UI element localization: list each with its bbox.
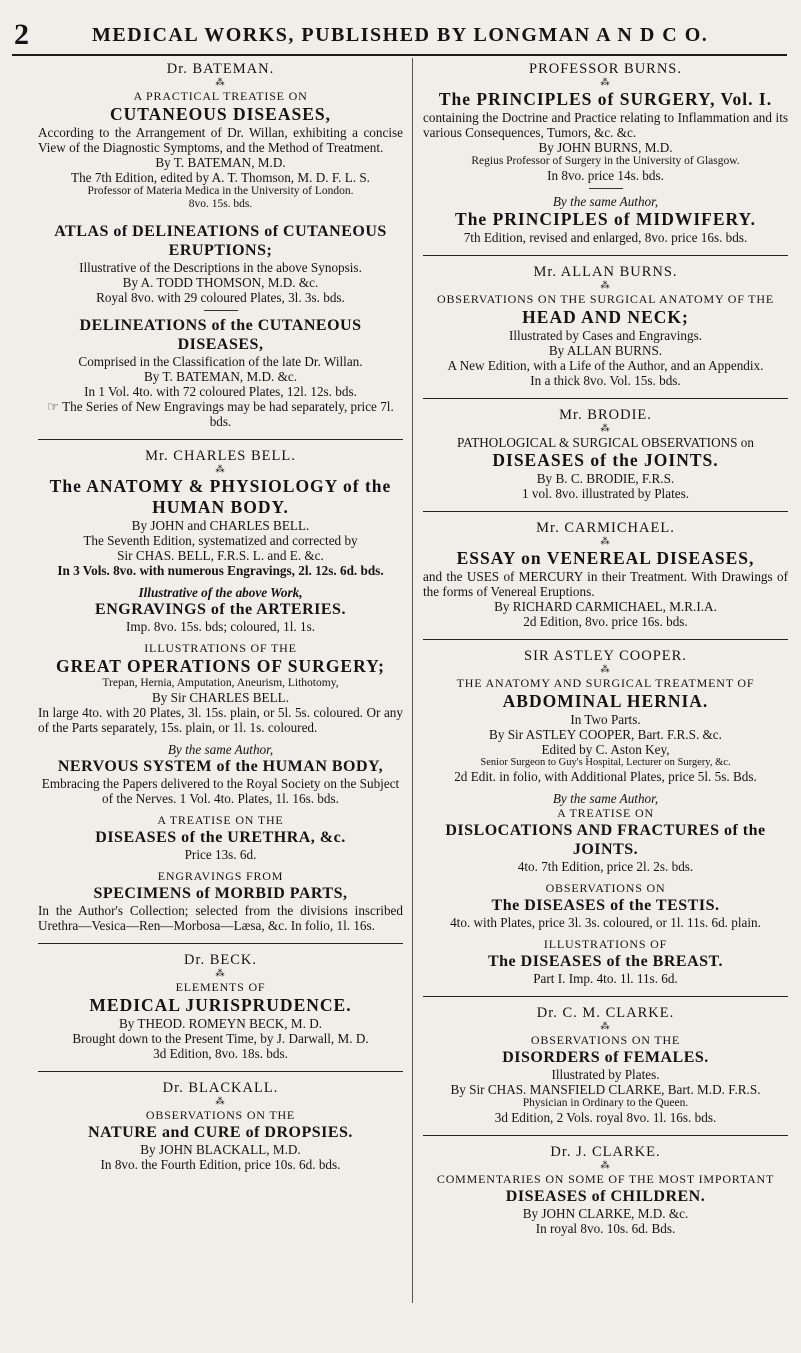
price: 2d Edition, 8vo. price 16s. bds. (523, 614, 688, 629)
subheading: Illustrative of the above Work, (138, 585, 303, 600)
book-title: CUTANEOUS DISEASES, (110, 104, 331, 124)
byline: By JOHN BLACKALL, M.D. (140, 1142, 301, 1157)
byline: By B. C. BRODIE, F.R.S. (536, 471, 675, 486)
title-line: OBSERVATIONS ON THE (530, 1033, 681, 1047)
book-title: The DISEASES of the TESTIS. (491, 897, 720, 914)
parts: In Two Parts. (570, 712, 641, 727)
description: According to the Arrangement of Dr. Willan, exhibiting a concise View of the Diagnostic Symptoms, and the Method of Treatment. (38, 125, 403, 155)
byline: By ALLAN BURNS. (548, 343, 663, 358)
edition-line: The Seventh Edition, systematized and corrected by (83, 533, 358, 548)
section-rule (423, 996, 788, 997)
byline: By T. BATEMAN, M.D. (155, 155, 286, 170)
entry-allan-burns (423, 265, 788, 388)
ornament: ⁂ (215, 1096, 226, 1106)
price: Imp. 8vo. 15s. bds; coloured, 1l. 1s. (125, 619, 315, 634)
page-number: 2 (14, 18, 29, 51)
book-title: The DISEASES of the BREAST. (487, 953, 724, 970)
byline: By Sir CHAS. MANSFIELD CLARKE, Bart. M.D. F.R.S. (450, 1082, 761, 1097)
author-heading: Dr. C. M. CLARKE. (536, 1005, 675, 1021)
price: In large 4to. with 20 Plates, 3l. 15s. plain, or 5l. 5s. coloured. Or any of the Parts separately, 15s. plain, or 1l. 1s. coloured. (38, 705, 403, 735)
description: and the USES of MERCURY in their Treatment. With Drawings of the forms of Venereal Eruptions. (423, 569, 788, 599)
title-line: OBSERVATIONS ON (545, 881, 666, 895)
book-title: ABDOMINAL HERNIA. (502, 691, 709, 711)
book-title: GREAT OPERATIONS OF SURGERY; (56, 656, 385, 676)
left-column (38, 58, 403, 1172)
ornament: ⁂ (600, 280, 611, 290)
column-divider (412, 58, 413, 1303)
book-title: DISEASES of the JOINTS. (492, 450, 719, 470)
author-heading: Dr. J. CLARKE. (550, 1144, 661, 1160)
byline: By JOHN CLARKE, M.D. &c. (522, 1206, 689, 1221)
byline: By JOHN and CHARLES BELL. (131, 518, 310, 533)
short-rule (589, 188, 623, 189)
book-title: The ANATOMY & PHYSIOLOGY of the HUMAN BODY. (49, 476, 392, 517)
title-line: ILLUSTRATIONS OF (543, 937, 668, 951)
section-rule (38, 943, 403, 944)
subjects: Trepan, Hernia, Amputation, Aneurism, Lithotomy, (102, 677, 339, 689)
author-heading: Dr. BATEMAN. (166, 61, 275, 77)
price: 2d Edit. in folio, with Additional Plates, price 5l. 5s. Bds. (454, 769, 757, 784)
author-heading: PROFESSOR BURNS. (529, 61, 682, 77)
price: In 3 Vols. 8vo. with numerous Engravings, 2l. 12s. 6d. bds. (57, 563, 384, 578)
title-line: ENGRAVINGS FROM (157, 869, 284, 883)
section-rule (423, 511, 788, 512)
price: 4to. with Plates, price 3l. 3s. coloured, or 1l. 11s. 6d. plain. (450, 915, 761, 930)
book-title: MEDICAL JURISPRUDENCE. (89, 995, 352, 1015)
description: containing the Doctrine and Practice relating to Inflammation and its various Consequences, Tumors, &c. &c. (423, 110, 788, 140)
title-line: ILLUSTRATIONS OF THE (144, 641, 297, 655)
section-rule (38, 439, 403, 440)
price: In 8vo. price 14s. bds. (547, 168, 664, 183)
entry-cm-clarke (423, 1006, 788, 1125)
ornament: ⁂ (600, 1021, 611, 1031)
description: Illustrated by Cases and Engravings. (508, 328, 702, 343)
book-title: SPECIMENS of MORBID PARTS, (93, 885, 348, 902)
title-line: A TREATISE ON THE (157, 813, 284, 827)
section-rule (423, 639, 788, 640)
book-title: DISLOCATIONS AND FRACTURES of the JOINTS. (445, 822, 766, 858)
entry-j-clarke (423, 1145, 788, 1236)
ornament: ⁂ (215, 77, 226, 87)
description: Comprised in the Classification of the late Dr. Willan. (78, 354, 363, 369)
price: 4to. 7th Edition, price 2l. 2s. bds. (517, 859, 694, 874)
edition-line: The 7th Edition, edited by A. T. Thomson, M. D. F. L. S. (71, 170, 370, 185)
section-rule (423, 1135, 788, 1136)
byline: By T. BATEMAN, M.D. &c. (144, 369, 297, 384)
right-column (423, 58, 788, 1236)
book-title: DISEASES of CHILDREN. (505, 1188, 706, 1205)
subheading: By the same Author, (167, 742, 274, 757)
entry-bell (38, 449, 403, 933)
byline: By A. TODD THOMSON, M.D. &c. (122, 275, 319, 290)
running-head: MEDICAL WORKS, PUBLISHED BY LONGMAN A N D C O. (92, 24, 709, 46)
title-line: A PRACTICAL TREATISE ON (133, 89, 308, 103)
section-rule (423, 398, 788, 399)
book-title: DELINEATIONS of the CUTANEOUS DISEASES, (79, 317, 362, 353)
entry-brodie (423, 408, 788, 501)
ornament: ⁂ (600, 536, 611, 546)
byline: By JOHN BURNS, M.D. (538, 140, 673, 155)
price: 3d Edition, 2 Vols. royal 8vo. 1l. 16s. bds. (494, 1110, 717, 1125)
author-heading: Mr. ALLAN BURNS. (533, 264, 678, 280)
short-rule (204, 310, 238, 311)
book-title: DISORDERS of FEMALES. (502, 1049, 709, 1066)
author-heading: Mr. CARMICHAEL. (536, 520, 675, 536)
page-header (0, 18, 801, 54)
description: Embracing the Papers delivered to the Royal Society on the Subject of the Nerves. 1 Vol. 4to. Plates, 1l. 16s. bds. (41, 776, 400, 806)
editor: Sir CHAS. BELL, F.R.S. L. and E. &c. (117, 548, 324, 563)
ornament: ⁂ (215, 464, 226, 474)
ornament: ⁂ (600, 1160, 611, 1170)
book-title: ESSAY on VENEREAL DISEASES, (456, 548, 755, 568)
author-heading: Mr. BRODIE. (559, 407, 652, 423)
price: 1 vol. 8vo. illustrated by Plates. (521, 486, 690, 501)
book-title: DISEASES of the URETHRA, &c. (95, 829, 346, 846)
book-title: NERVOUS SYSTEM of the HUMAN BODY, (57, 758, 384, 775)
byline: By THEOD. ROMEYN BECK, M. D. (118, 1016, 323, 1031)
entry-carmichael (423, 521, 788, 629)
author-heading: Dr. BLACKALL. (162, 1080, 279, 1096)
price: 3d Edition, 8vo. 18s. bds. (153, 1046, 288, 1061)
editor: Edited by C. Aston Key, (541, 742, 670, 757)
title-line: A TREATISE ON (557, 806, 654, 820)
description: In the Author's Collection; selected from the divisions inscribed Urethra—Vesica—Ren—Morbosa—Læsa, &c. In folio, 1l. 16s. (38, 903, 403, 933)
book-title: ENGRAVINGS of the ARTERIES. (95, 601, 346, 618)
book-title: HEAD AND NECK; (522, 307, 689, 327)
entry-cooper (423, 649, 788, 986)
editor-affiliation: Senior Surgeon to Guy's Hospital, Lecturer on Surgery, &c. (480, 757, 731, 768)
edition-line: Brought down to the Present Time, by J. Darwall, M. D. (72, 1031, 369, 1046)
title-line: PATHOLOGICAL & SURGICAL OBSERVATIONS on (457, 435, 754, 450)
price: In 1 Vol. 4to. with 72 coloured Plates, 12l. 12s. bds. (84, 384, 357, 399)
section-rule (423, 255, 788, 256)
price: In 8vo. the Fourth Edition, price 10s. 6d. bds. (100, 1157, 341, 1172)
subheading: By the same Author, (552, 791, 659, 806)
author-affiliation: Regius Professor of Surgery in the University of Glasgow. (471, 155, 740, 167)
ornament: ⁂ (600, 664, 611, 674)
price: 8vo. 15s. bds. (188, 198, 253, 210)
author-affiliation: Physician in Ordinary to the Queen. (522, 1097, 689, 1109)
header-rule (12, 54, 787, 56)
ornament: ⁂ (600, 423, 611, 433)
price: Royal 8vo. with 29 coloured Plates, 3l. 3s. bds. (96, 290, 345, 305)
book-title: ATLAS of DELINEATIONS of CUTANEOUS ERUPTIONS; (54, 223, 387, 259)
byline: By RICHARD CARMICHAEL, M.R.I.A. (494, 599, 717, 614)
section-rule (38, 1071, 403, 1072)
book-title: NATURE and CURE of DROPSIES. (88, 1124, 353, 1141)
byline: By Sir CHARLES BELL. (151, 690, 289, 705)
description: Illustrative of the Descriptions in the above Synopsis. (79, 260, 362, 275)
byline: By Sir ASTLEY COOPER, Bart. F.R.S. &c. (489, 727, 722, 742)
price: Part I. Imp. 4to. 1l. 11s. 6d. (533, 971, 678, 986)
book-title: The PRINCIPLES of MIDWIFERY. (455, 209, 756, 229)
title-line: THE ANATOMY AND SURGICAL TREATMENT OF (456, 676, 755, 690)
price: Price 13s. 6d. (184, 847, 257, 862)
title-line: ELEMENTS OF (175, 980, 266, 994)
author-heading: SIR ASTLEY COOPER. (524, 648, 687, 664)
entry-beck (38, 953, 403, 1061)
book-title: The PRINCIPLES of SURGERY, Vol. I. (438, 89, 773, 109)
author-affiliation: Professor of Materia Medica in the University of London. (87, 185, 354, 197)
entry-blackall (38, 1081, 403, 1172)
author-heading: Dr. BECK. (183, 952, 258, 968)
author-heading: Mr. CHARLES BELL. (145, 448, 296, 464)
title-line: COMMENTARIES ON SOME OF THE MOST IMPORTANT (436, 1172, 775, 1186)
subheading: By the same Author, (552, 194, 659, 209)
price: In a thick 8vo. Vol. 15s. bds. (530, 373, 681, 388)
title-line: OBSERVATIONS ON THE (145, 1108, 296, 1122)
entry-bateman (38, 62, 403, 429)
ornament: ⁂ (600, 77, 611, 87)
title-line: OBSERVATIONS ON THE SURGICAL ANATOMY OF THE (436, 292, 775, 306)
price: 7th Edition, revised and enlarged, 8vo. price 16s. bds. (463, 230, 748, 245)
entry-burns (423, 62, 788, 245)
description: Illustrated by Plates. (551, 1067, 660, 1082)
edition-line: A New Edition, with a Life of the Author, and an Appendix. (447, 358, 764, 373)
price: In royal 8vo. 10s. 6d. Bds. (535, 1221, 676, 1236)
note: ☞ The Series of New Engravings may be had separately, price 7l. bds. (47, 399, 394, 429)
ornament: ⁂ (215, 968, 226, 978)
